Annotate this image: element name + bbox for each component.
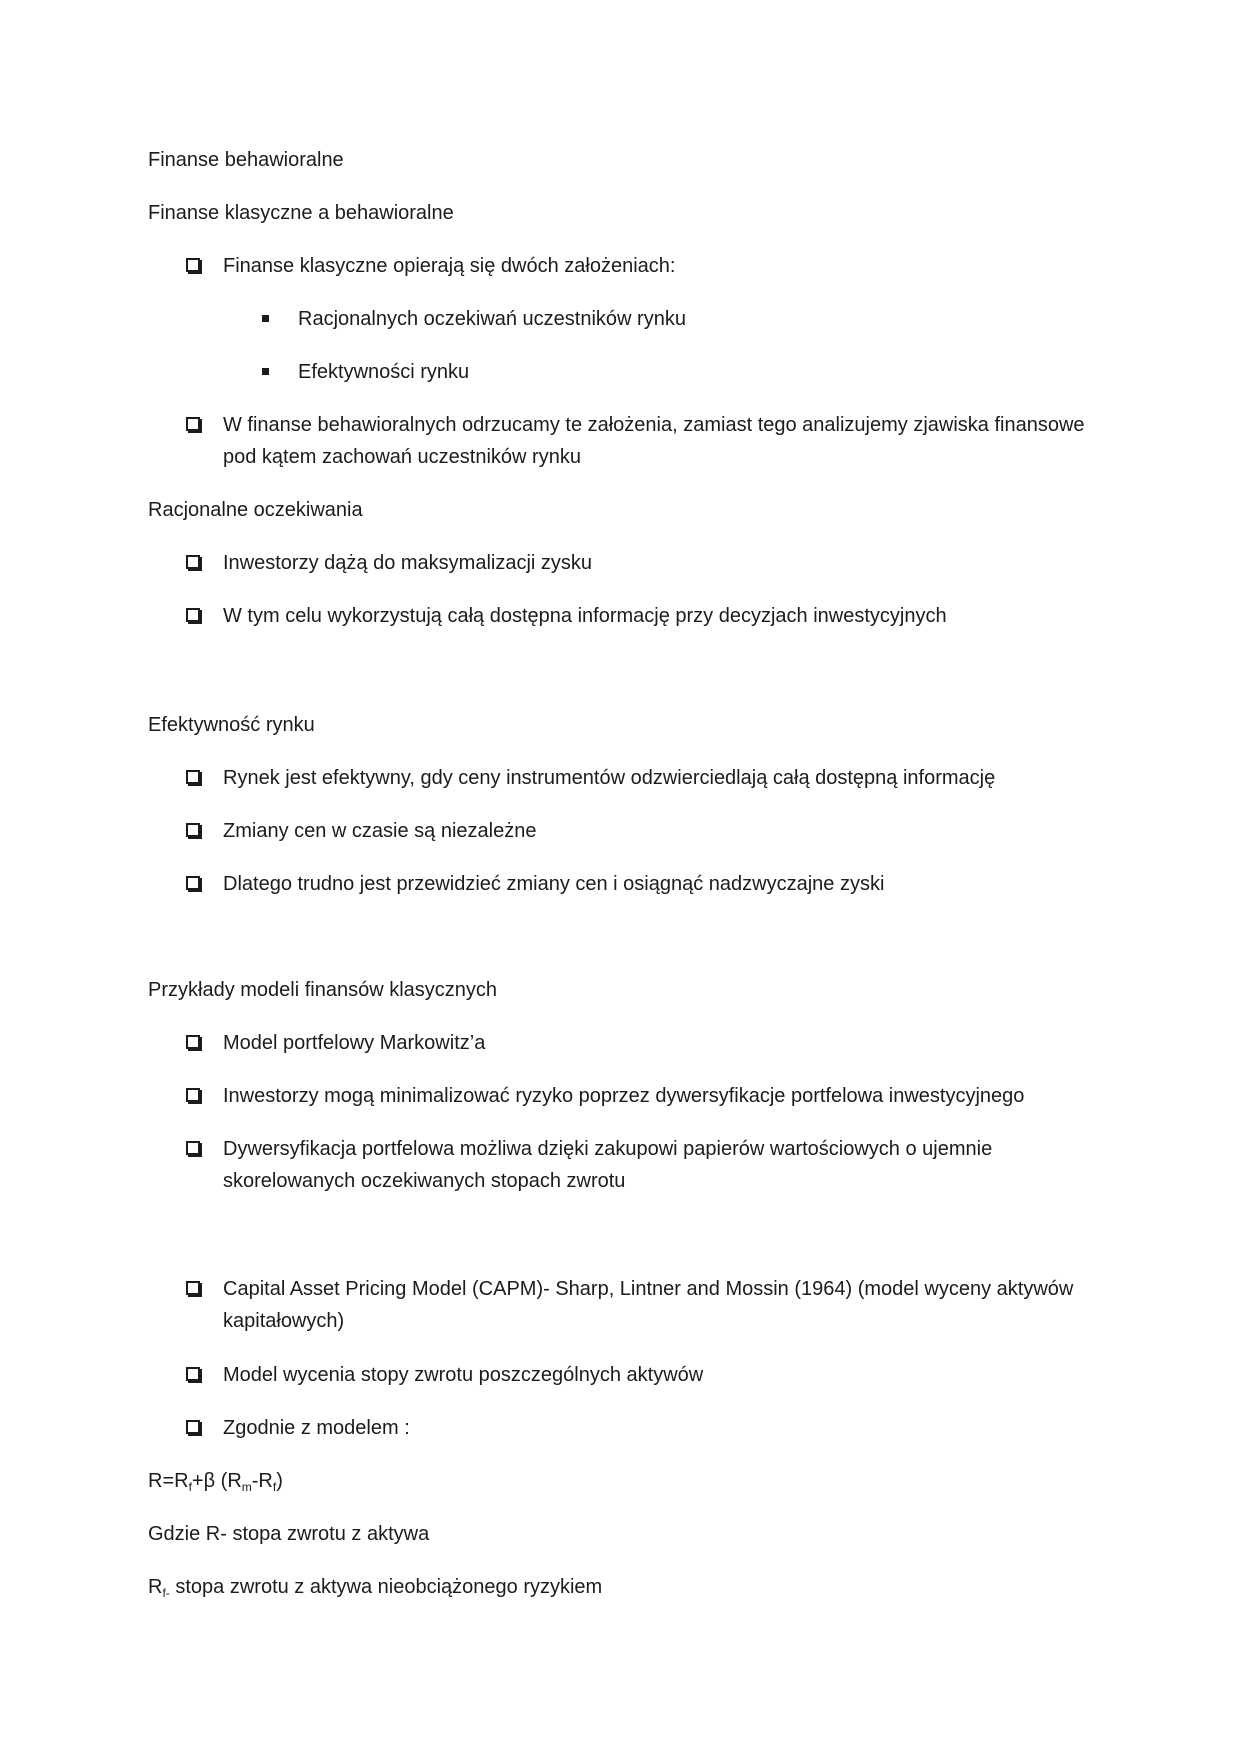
square-bullet-icon	[262, 315, 269, 322]
document-title: Finanse behawioralne	[148, 149, 344, 171]
checkbox-bullet-icon	[186, 555, 200, 569]
formula-subscript: f	[272, 1480, 277, 1494]
list-item: Capital Asset Pricing Model (CAPM)- Sharp, Lintner and Mossin (1964) (model wyceny aktywów kapitałowych)	[223, 1278, 1074, 1332]
definition-line	[148, 1571, 602, 1603]
formula-text: )	[276, 1470, 283, 1492]
formula-subscript: f	[188, 1480, 192, 1494]
checkbox-bullet-icon	[186, 823, 200, 837]
section-heading-classic-models: Przykłady modeli finansów klasycznych	[148, 979, 498, 1001]
list-item: Inwestorzy dążą do maksymalizacji zysku	[223, 552, 593, 574]
list-item: Dlatego trudno jest przewidzieć zmiany cen i osiągnąć nadzwyczajne zyski	[223, 873, 885, 895]
formula-subscript: m	[241, 1480, 252, 1494]
checkbox-bullet-icon	[186, 1420, 200, 1434]
checkbox-bullet-icon	[186, 770, 200, 784]
checkbox-bullet-icon	[186, 1141, 200, 1155]
checkbox-bullet-icon	[186, 1367, 200, 1381]
list-item: W finanse behawioralnych odrzucamy te założenia, zamiast tego analizujemy zjawiska finansowe pod kątem zachowań uczestników rynku	[223, 414, 1085, 468]
definition-text: stopa zwrotu z aktywa nieobciążonego ryzykiem	[169, 1576, 603, 1598]
list-item: W tym celu wykorzystują całą dostępna informację przy decyzjach inwestycyjnych	[223, 605, 947, 627]
sub-list-item: Racjonalnych oczekiwań uczestników rynku	[298, 308, 686, 330]
definition-subscript: f-	[162, 1586, 170, 1600]
checkbox-bullet-icon	[186, 608, 200, 622]
formula-text: +β (R	[191, 1470, 242, 1492]
list-item: Model portfelowy Markowitz’a	[223, 1032, 486, 1054]
list-item: Zgodnie z modelem :	[223, 1417, 410, 1439]
definition-line: Gdzie R- stopa zwrotu z aktywa	[148, 1523, 430, 1545]
section-heading-rational-expectations: Racjonalne oczekiwania	[148, 499, 363, 521]
checkbox-bullet-icon	[186, 1035, 200, 1049]
list-item: Rynek jest efektywny, gdy ceny instrumentów odzwierciedlają całą dostępną informację	[223, 767, 996, 789]
formula-text: R=R	[148, 1470, 189, 1492]
checkbox-bullet-icon	[186, 1088, 200, 1102]
list-item: Model wycenia stopy zwrotu poszczególnych aktywów	[223, 1364, 704, 1386]
section-heading-market-efficiency: Efektywność rynku	[148, 714, 315, 736]
checkbox-bullet-icon	[186, 876, 200, 890]
definition-symbol: R	[148, 1576, 163, 1598]
sub-list-item: Efektywności rynku	[298, 361, 470, 383]
list-item: Zmiany cen w czasie są niezależne	[223, 820, 537, 842]
list-item: Dywersyfikacja portfelowa możliwa dzięki zakupowi papierów wartościowych o ujemnie skorelowanych oczekiwanych stopach zwrotu	[223, 1138, 993, 1192]
checkbox-bullet-icon	[186, 258, 200, 272]
checkbox-bullet-icon	[186, 417, 200, 431]
formula-text: -R	[251, 1470, 273, 1492]
section-heading-classic-vs-behavioral: Finanse klasyczne a behawioralne	[148, 202, 454, 224]
checkbox-bullet-icon	[186, 1281, 200, 1295]
list-item: Inwestorzy mogą minimalizować ryzyko poprzez dywersyfikacje portfelowa inwestycyjnego	[223, 1085, 1025, 1107]
capm-formula	[148, 1465, 283, 1497]
square-bullet-icon	[262, 368, 269, 375]
list-item: Finanse klasyczne opierają się dwóch założeniach:	[223, 255, 676, 277]
